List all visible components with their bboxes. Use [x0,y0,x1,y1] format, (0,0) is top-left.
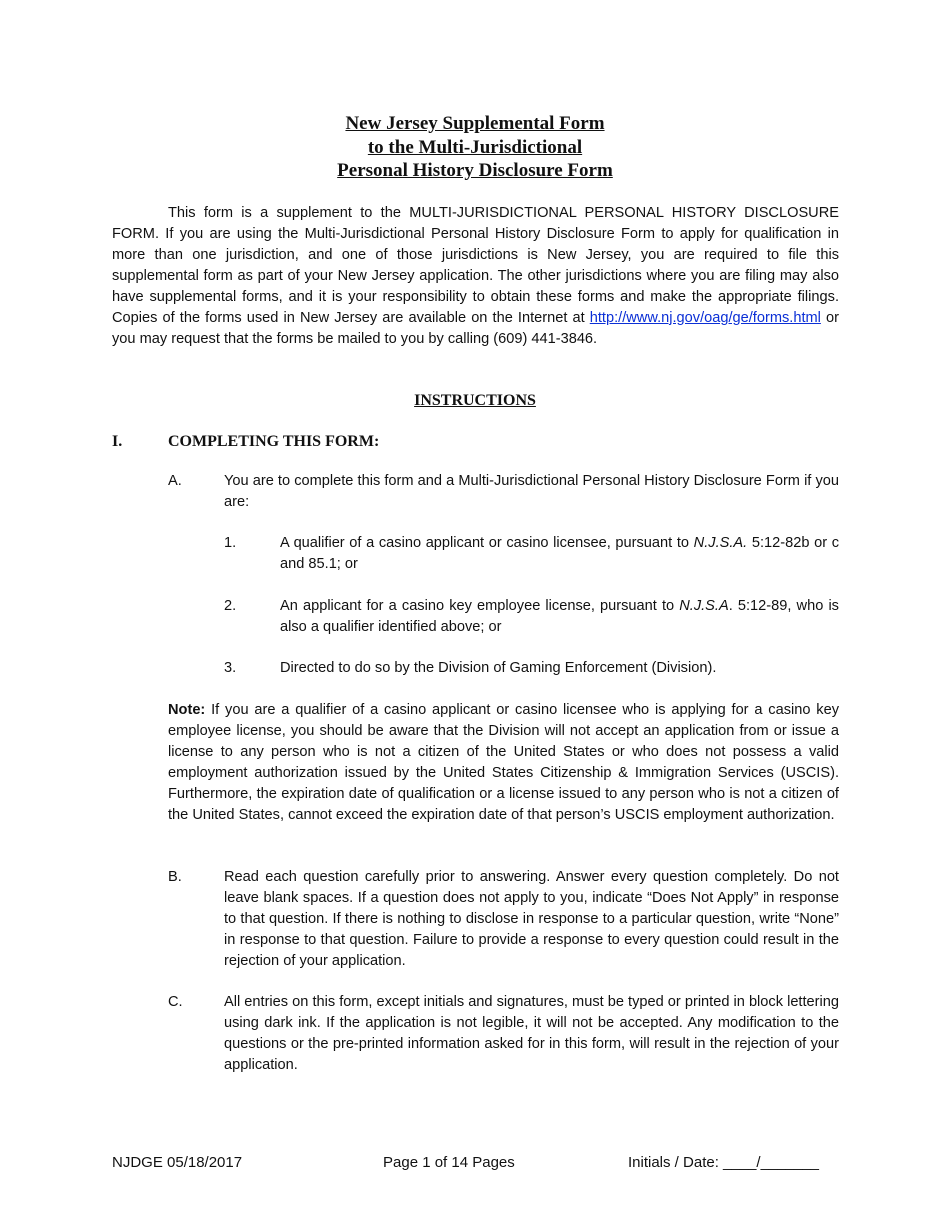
footer-form-id: NJDGE 05/18/2017 [112,1154,243,1171]
instructions-heading: INSTRUCTIONS [414,392,536,409]
title-line-1: New Jersey Supplemental Form [345,113,605,134]
instruction-item-b [168,867,839,972]
forms-link[interactable]: http://www.nj.gov/oag/ge/forms.html [589,310,821,326]
item-text-after: 5:12-82b or c and 85.1; or [280,535,840,572]
note-text: If you are a qualifier of a casino applicant or casino licensee who is applying for a casino key employee license, you should be aware that the Division will not accept an application from or issue a license to any person who is not a citizen of the United States or who does not possess a valid employment authorization issued by the United States Citizenship & Immigration Services (USCIS). Furthermore, the expiration date of qualification or a license issued to any person who is not a citizen of the United States, cannot exceed the expiration date of that person’s USCIS employment authorization. [168,702,839,823]
section-heading [112,431,839,452]
item-marker: 1. [224,535,237,551]
item-text: Read each question carefully prior to answering. Answer every question completely. Do not leave blank spaces. If a question does not apply to you, indicate “Does Not Apply” in response to that question. If there is nothing to disclose in response to a particular question, write “None” in response to that question. Failure to provide a response to every question could result in the rejection of your application. [224,869,839,969]
item-marker: 2. [224,598,237,614]
item-marker: B. [168,869,182,885]
item-text-before: A qualifier of a casino applicant or casino licensee, pursuant to [280,535,694,551]
intro-text-before-link: This form is a supplement to the MULTI-JURISDICTIONAL PERSONAL HISTORY DISCLOSURE FORM. If you are using the Multi-Jurisdictional Personal History Disclosure Form to apply for qualification in more than one jurisdiction, and one of those jurisdictions is New Jersey, you are required to file this supplemental form as part of your New Jersey application. The other jurisdictions where you are filing may also have supplemental forms, and it is your responsibility to obtain these forms and make the appropriate filings. Copies of the forms used in New Jersey are available on the Internet at [112,205,839,326]
section-number: I. [112,433,123,450]
instruction-subitem-2 [224,596,839,638]
title-line-2: to the Multi-Jurisdictional [367,136,583,158]
statute-citation: N.J.S.A. [693,535,748,551]
intro-paragraph [112,203,839,350]
footer-page-info: Page 1 of 14 Pages [383,1154,515,1171]
statute-citation: N.J.S.A [679,598,729,614]
note-label: Note: [168,702,206,718]
instruction-subitem-1 [224,533,840,575]
note-paragraph [168,700,839,826]
item-marker: C. [168,994,183,1010]
item-marker: A. [168,473,182,489]
item-text-before: An applicant for a casino key employee license, pursuant to [280,598,680,614]
item-text: All entries on this form, except initials and signatures, must be typed or printed in block lettering using dark ink. If the application is not legible, it will not be accepted. Any modification to the questions or the pre-printed information asked for in this form, will result in the rejection of your application. [224,994,839,1073]
footer-initials-date: Initials / Date: ____/_______ [628,1154,819,1171]
instruction-item-a [168,471,839,513]
item-text: Directed to do so by the Division of Gaming Enforcement (Division). [280,660,717,676]
item-text: You are to complete this form and a Multi-Jurisdictional Personal History Disclosure Form if you are: [224,473,839,510]
instruction-item-c [168,992,839,1076]
item-marker: 3. [224,660,237,676]
document-title [0,112,950,183]
item-text-after: . 5:12-89, who is also a qualifier identified above; or [280,598,839,635]
title-line-3: Personal History Disclosure Form [337,160,613,181]
section-title: COMPLETING THIS FORM: [168,433,380,450]
intro-text-after-link: or you may request that the forms be mailed to you by calling (609) 441-3846. [112,310,839,347]
instruction-subitem-3 [224,658,839,679]
